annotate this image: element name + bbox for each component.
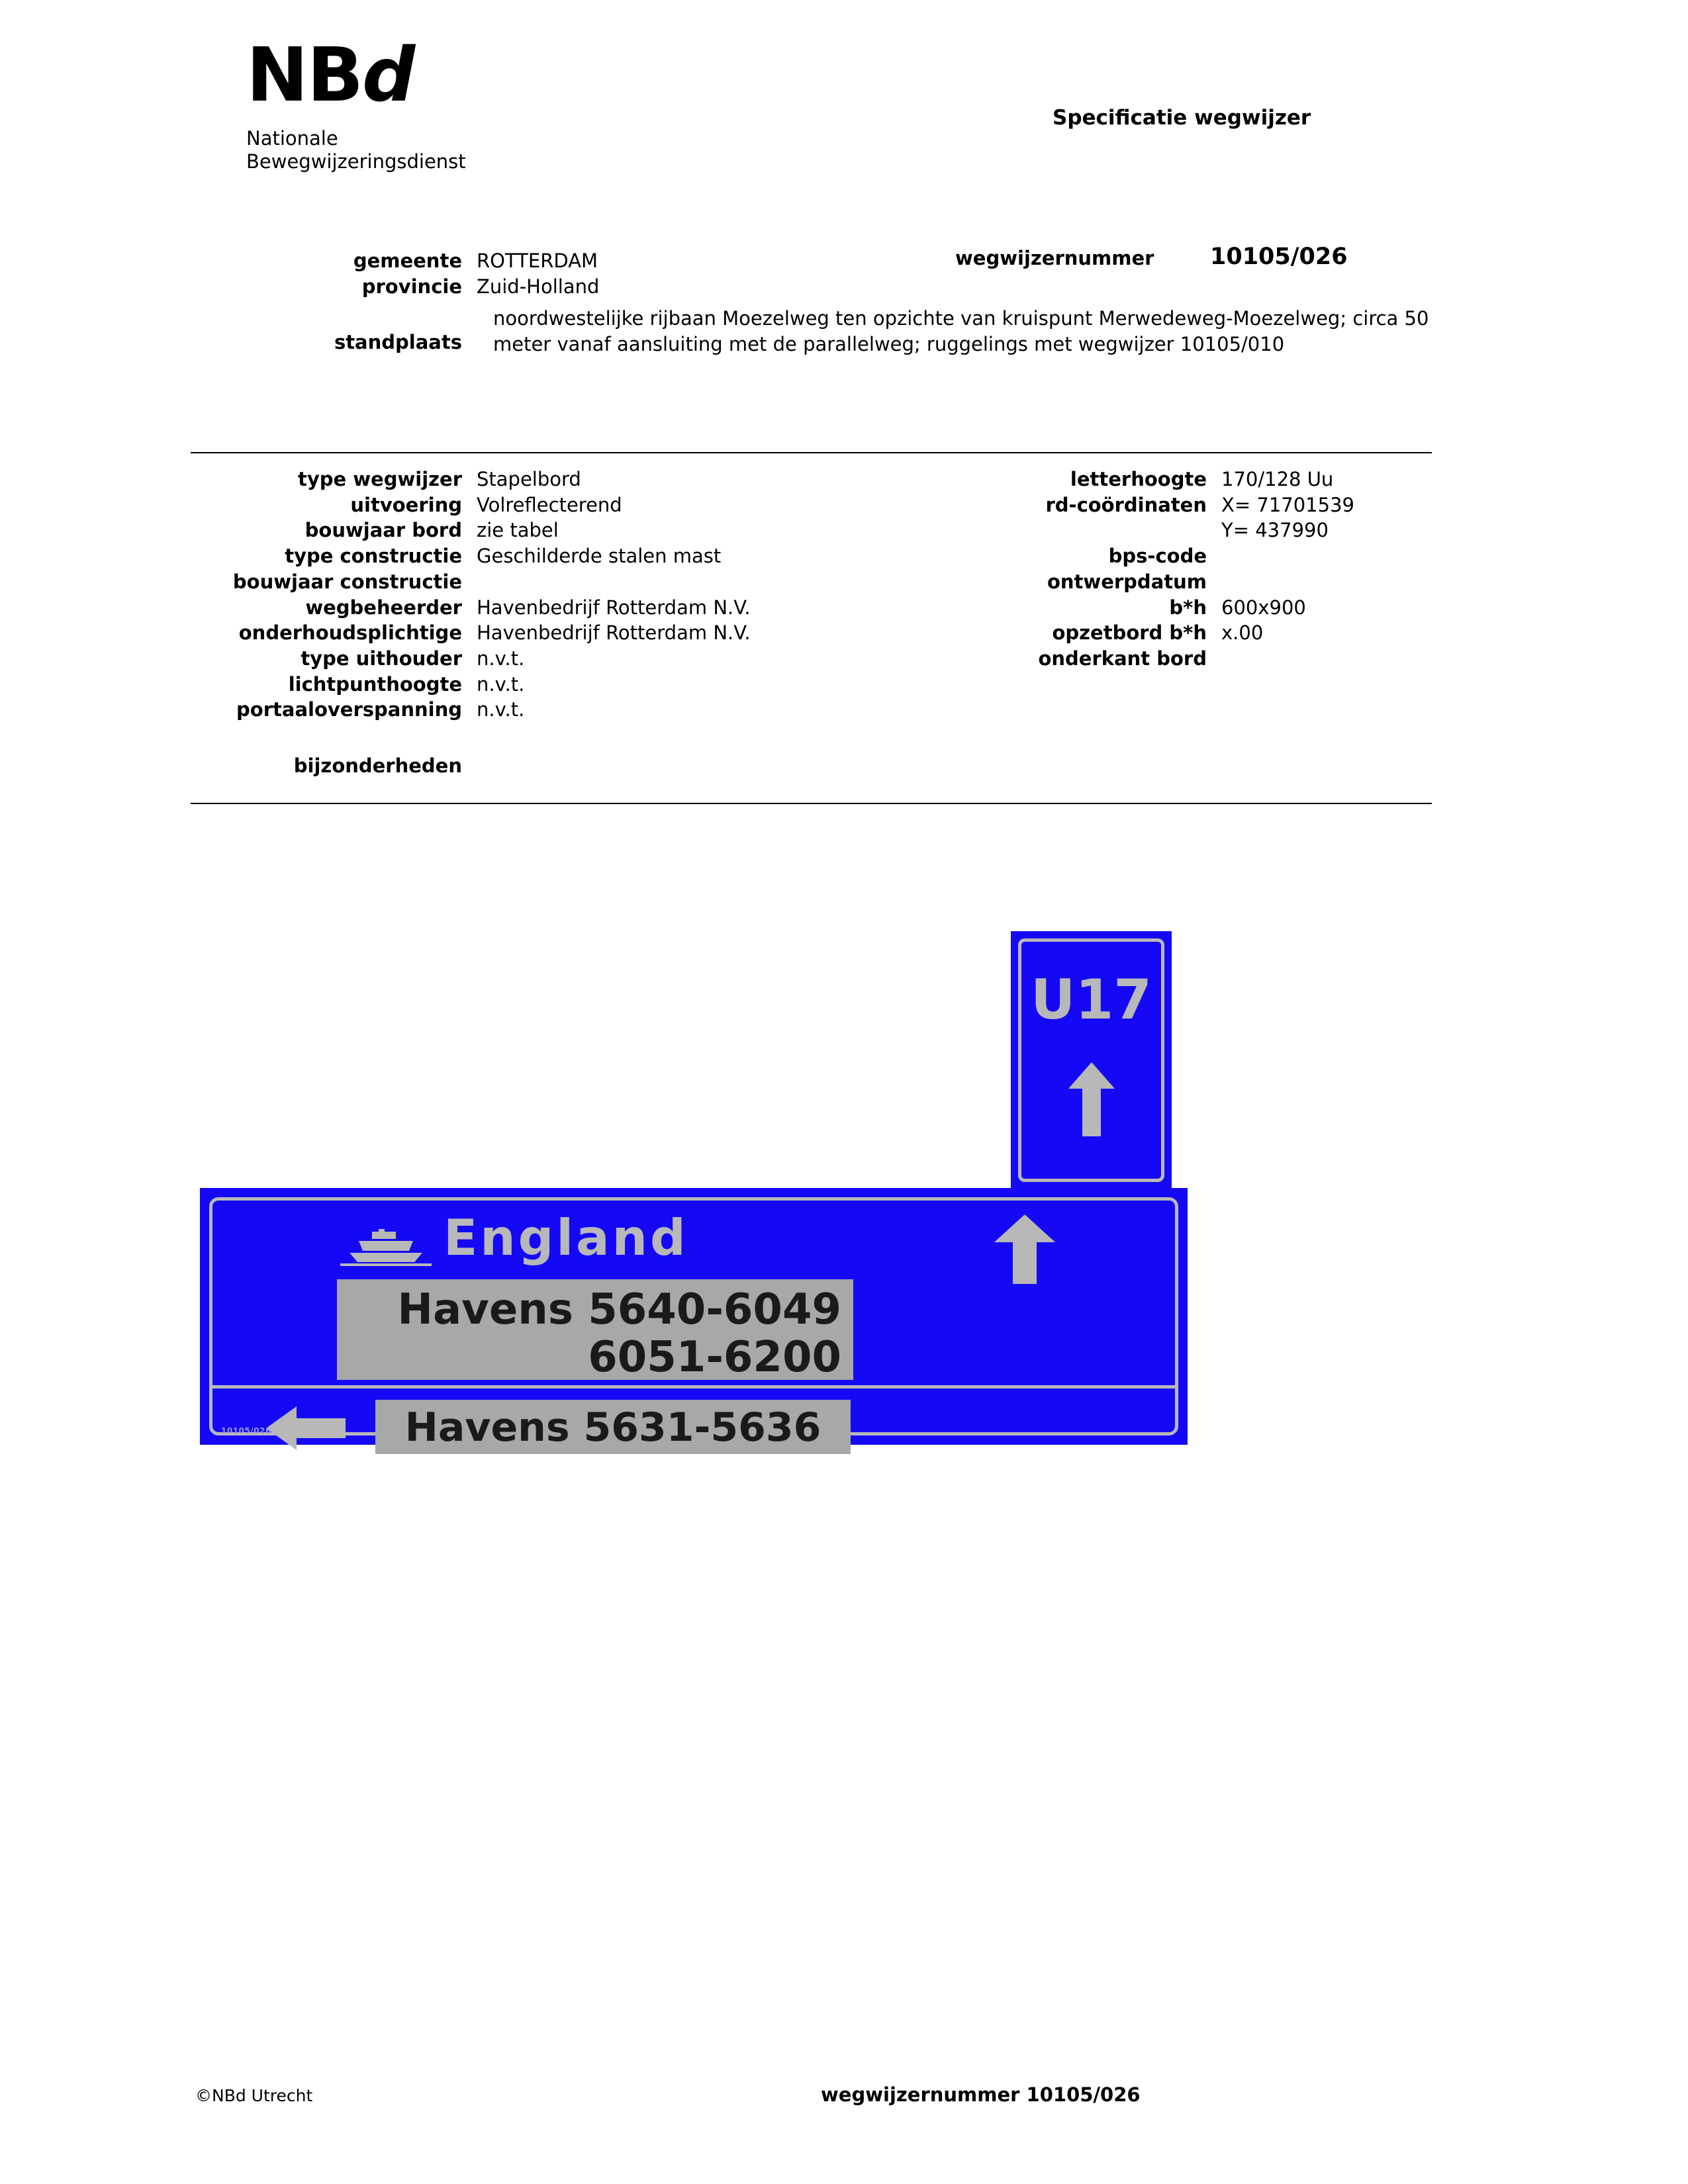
- spec-row: [191, 646, 853, 672]
- provincie-value: Zuid-Holland: [477, 275, 600, 298]
- wegwijzernummer-label: wegwijzernummer: [955, 247, 1154, 269]
- destination-label: England: [444, 1208, 688, 1267]
- spec-row: [854, 595, 1436, 621]
- spec-label: type uithouder: [301, 647, 462, 670]
- spec-row: [854, 543, 1436, 569]
- havens-panel-upper: [337, 1279, 853, 1380]
- spec-label: uitvoering: [350, 493, 462, 516]
- standplaats-label: standplaats: [334, 331, 462, 353]
- spec-value: n.v.t.: [477, 698, 525, 721]
- spec-label: lichtpunthoogte: [288, 672, 462, 696]
- divider-top: [191, 452, 1432, 453]
- spec-row: [854, 620, 1436, 646]
- sign-drawing: [0, 923, 1688, 1784]
- arrow-up-icon: [994, 1214, 1055, 1284]
- route-code-label: U17: [1031, 968, 1152, 1032]
- spec-label: portaaloverspanning: [236, 698, 462, 721]
- logo-subtitle-line-1: Nationale: [246, 127, 338, 150]
- nbd-logo: [246, 32, 466, 174]
- arrow-left-icon: [266, 1406, 346, 1450]
- spec-value: Y= 437990: [1221, 519, 1329, 542]
- spec-label: rd-coördinaten: [1045, 493, 1207, 516]
- spec-row: [191, 672, 853, 698]
- spec-value: Havenbedrijf Rotterdam N.V.: [477, 621, 751, 645]
- logo-subtitle: [246, 127, 466, 174]
- spec-row: [191, 697, 853, 723]
- spec-value: Geschilderde stalen mast: [477, 545, 722, 568]
- spec-label: type constructie: [285, 545, 462, 568]
- footer-wegwijzernummer: wegwijzernummer 10105/026: [821, 2083, 1141, 2106]
- standplaats-value: noordwestelijke rijbaan Moezelweg ten opzichte van kruispunt Merwedeweg-Moezelweg; circa 50 meter vanaf aansluiting met de parallelweg; ruggelings met wegwijzer 10105/010: [493, 307, 1429, 355]
- spec-value: 600x900: [1221, 596, 1306, 619]
- spec-table-right: [854, 467, 1436, 672]
- spec-value: Havenbedrijf Rotterdam N.V.: [477, 596, 751, 619]
- havens-upper-line-1: Havens 5640-6049: [397, 1285, 841, 1334]
- provincie-label: provincie: [361, 275, 462, 298]
- spec-row: [854, 518, 1436, 543]
- bijzonderheden-label: bijzonderheden: [293, 754, 462, 777]
- havens-panel-lower: [375, 1400, 851, 1454]
- spec-row: [191, 518, 853, 543]
- spec-row: [191, 467, 853, 492]
- page-title: Specificatie wegwijzer: [1053, 106, 1311, 130]
- gemeente-label: gemeente: [353, 250, 462, 272]
- havens-upper-line-2: 6051-6200: [588, 1333, 841, 1382]
- logo-wordmark-d: d: [362, 32, 414, 118]
- spec-row: [854, 569, 1436, 595]
- spec-row: [854, 492, 1436, 518]
- spec-row: [191, 543, 853, 569]
- spec-row: [854, 467, 1436, 492]
- arrow-up-icon: [1068, 1062, 1115, 1136]
- spec-label: opzetbord b*h: [1052, 621, 1207, 645]
- spec-value: n.v.t.: [477, 672, 525, 696]
- spec-row: [191, 492, 853, 518]
- ferry-icon: [340, 1229, 432, 1266]
- sign-plate-code: 10105/026: [221, 1426, 271, 1435]
- havens-lower-line: Havens 5631-5636: [404, 1404, 821, 1451]
- main-sign-divider: [212, 1385, 1175, 1388]
- spec-label: onderhoudsplichtige: [238, 621, 462, 645]
- spec-label: type wegwijzer: [297, 468, 462, 490]
- logo-subtitle-line-2: Bewegwijzeringsdienst: [246, 150, 466, 173]
- spec-label: wegbeheerder: [305, 596, 462, 619]
- divider-bottom: [191, 803, 1432, 804]
- main-sign-panel: [200, 1188, 1188, 1451]
- spec-label: bouwjaar constructie: [232, 570, 462, 593]
- logo-wordmark: [246, 32, 466, 118]
- spec-row: [854, 646, 1436, 672]
- route-number-plate: [1011, 931, 1172, 1189]
- spec-value: n.v.t.: [477, 647, 525, 670]
- spec-table-left: [191, 467, 853, 723]
- spec-label: b*h: [1169, 596, 1207, 619]
- spec-label: ontwerpdatum: [1047, 570, 1207, 593]
- spec-value: x.00: [1221, 621, 1264, 645]
- gemeente-value: ROTTERDAM: [477, 250, 598, 272]
- spec-value: Volreflecterend: [477, 493, 622, 516]
- spec-label: bps-code: [1108, 545, 1207, 568]
- spec-row: [191, 620, 853, 646]
- spec-value: X= 71701539: [1221, 493, 1354, 516]
- spec-label: onderkant bord: [1038, 647, 1207, 670]
- identification-row-provincie: [191, 274, 1448, 300]
- wegwijzernummer-value: 10105/026: [1210, 244, 1348, 270]
- spec-label: letterhoogte: [1070, 468, 1207, 490]
- logo-wordmark-nb: NB: [246, 32, 363, 118]
- spec-row: [191, 595, 853, 621]
- spec-value: 170/128 Uu: [1221, 468, 1334, 490]
- spec-row: [191, 569, 853, 595]
- spec-value: Stapelbord: [477, 468, 581, 490]
- spec-label: bouwjaar bord: [305, 519, 462, 542]
- footer-copyright: ©NBd Utrecht: [195, 2086, 313, 2105]
- spec-value: zie tabel: [477, 519, 559, 542]
